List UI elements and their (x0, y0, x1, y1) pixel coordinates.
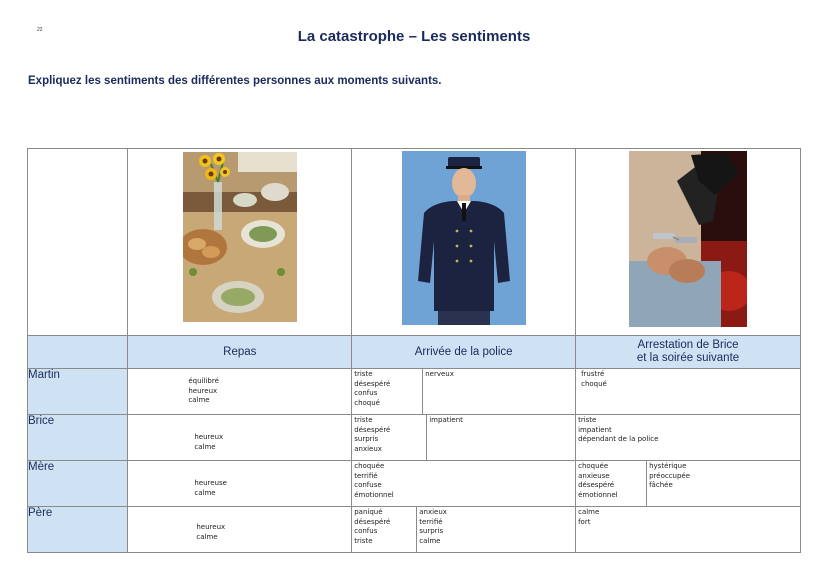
handwritten-word: calme (194, 488, 216, 497)
handwritten-word: choquée (354, 462, 385, 470)
handwriting-block (128, 461, 351, 498)
handwritten-word: heureux (194, 433, 224, 441)
handwritten-word: calme (196, 532, 218, 541)
handwritten-word: hystérique (649, 462, 687, 470)
handwriting-block (576, 369, 800, 390)
handwritten-word: impatient (429, 416, 463, 424)
handwritten-word: terrifié (419, 517, 443, 526)
handwritten-word: calme (194, 442, 216, 451)
handwritten-word: désespéré (354, 425, 391, 434)
handwritten-word: heureux (188, 386, 218, 395)
column-header-repas: Repas (128, 336, 352, 369)
handwritten-word: anxieuse (578, 471, 610, 480)
handwritten-word: anxieux (419, 508, 447, 516)
row-name-mere: Mère (28, 461, 128, 507)
handwritten-word: désespéré (354, 517, 391, 526)
police-image-cell (352, 149, 576, 336)
handwritten-word: terrifié (354, 471, 378, 480)
police-officer-photo (402, 151, 526, 325)
handwritten-word: surpris (419, 527, 444, 535)
handwritten-word: désespéré (354, 379, 391, 388)
handwritten-word: émotionnel (354, 490, 394, 499)
row-name-pere: Père (28, 507, 128, 553)
cell-mere-police (352, 461, 576, 507)
handwritten-word: confus (354, 527, 378, 535)
cell-pere-police (352, 507, 576, 553)
handwritten-word: choqué (581, 379, 607, 388)
handwriting-block (426, 415, 575, 460)
arrest-image-cell (576, 149, 801, 336)
table-row-martin (28, 369, 801, 415)
instruction-text: Expliquez les sentiments des différentes personnes aux moments suivants. (28, 75, 442, 87)
column-header-police: Arrivée de la police (352, 336, 576, 369)
handwritten-word: anxieux (354, 444, 382, 453)
cell-mere-arrest (576, 461, 801, 507)
handwritten-word: choquée (578, 462, 609, 470)
cell-brice-repas (128, 415, 352, 461)
handwriting-block (128, 415, 351, 452)
column-header-arrest (576, 336, 801, 369)
handwritten-word: fort (578, 517, 591, 526)
table-row-pere (28, 507, 801, 553)
handwriting-block (352, 461, 575, 501)
cell-martin-repas (128, 369, 352, 415)
handwritten-word: fâchée (649, 481, 673, 489)
cell-pere-arrest (576, 507, 801, 553)
page-number: 22 (37, 27, 43, 33)
handwritten-word: heureux (196, 523, 226, 531)
blank-corner-cell (28, 149, 128, 336)
cell-mere-repas (128, 461, 352, 507)
handwriting-block (352, 415, 426, 460)
handwriting-block (576, 415, 800, 446)
handwritten-word: désespéré (578, 481, 615, 489)
handwriting-block (416, 507, 575, 552)
handwritten-word: triste (354, 416, 373, 424)
handwritten-word: équilibré (188, 377, 219, 385)
header-blank-cell (28, 336, 128, 369)
handwritten-word: frustré (581, 370, 605, 378)
handwriting-block (576, 507, 800, 528)
handwritten-word: heureuse (194, 479, 227, 487)
meal-image-cell (128, 149, 352, 336)
row-name-martin: Martin (28, 369, 128, 415)
handwritten-word: confus (354, 389, 378, 397)
image-row (28, 149, 801, 336)
table-row-mere (28, 461, 801, 507)
handcuffed-hands-photo (629, 151, 747, 327)
handwriting-block (128, 507, 351, 542)
handwritten-word: préoccupée (649, 471, 691, 480)
handwritten-word: émotionnel (578, 490, 618, 499)
handwriting-block (352, 507, 416, 552)
handwritten-word: dépendant de la police (578, 435, 659, 443)
feelings-table (27, 148, 801, 553)
handwritten-word: calme (578, 508, 600, 516)
cell-pere-repas (128, 507, 352, 553)
handwriting-block (128, 369, 351, 406)
handwriting-block (352, 369, 422, 414)
handwriting-block (576, 461, 646, 506)
handwriting-block (646, 461, 800, 506)
table-row-brice (28, 415, 801, 461)
row-name-brice: Brice (28, 415, 128, 461)
handwritten-word: confuse (354, 481, 382, 489)
cell-brice-police (352, 415, 576, 461)
handwriting-block (422, 369, 575, 414)
handwritten-word: triste (354, 536, 373, 545)
handwritten-word: impatient (578, 425, 612, 434)
handwritten-word: triste (578, 416, 597, 424)
handwritten-word: paniqué (354, 508, 383, 516)
column-header-arrest-text: Arrestation de Brice et la soirée suivante (636, 339, 740, 364)
cell-brice-arrest (576, 415, 801, 461)
handwritten-word: surpris (354, 435, 379, 443)
handwritten-word: choqué (354, 398, 380, 407)
handwritten-word: triste (354, 370, 373, 378)
handwritten-word: calme (188, 396, 210, 404)
handwritten-word: nerveux (425, 370, 454, 378)
cell-martin-arrest (576, 369, 801, 415)
cell-martin-police (352, 369, 576, 415)
header-row (28, 336, 801, 369)
handwritten-word: calme (419, 536, 441, 545)
page-title: La catastrophe – Les sentiments (297, 28, 531, 45)
table-meal-photo (183, 152, 297, 322)
